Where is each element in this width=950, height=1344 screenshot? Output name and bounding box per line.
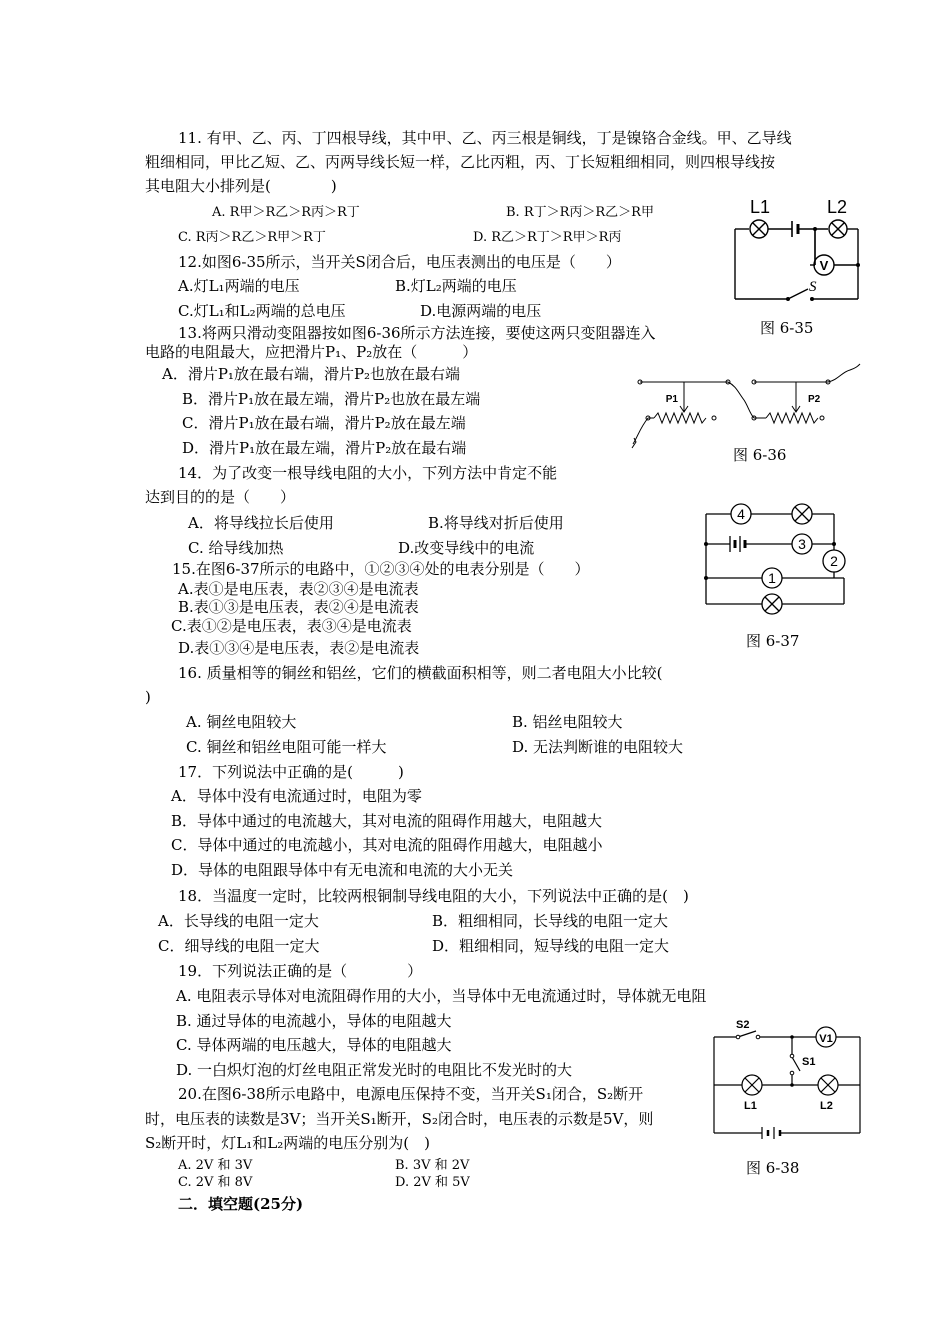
figure-6-37 xyxy=(700,500,855,620)
q19-option-d: D. 一白炽灯泡的灯丝电阻正常发光时的电阻比不发光时的大 xyxy=(176,1061,573,1079)
f37-meter2-label: 2 xyxy=(830,553,838,569)
figure-6-38 xyxy=(708,1015,868,1145)
figure-6-36 xyxy=(628,362,868,452)
f36-slider1-label: P1 xyxy=(665,394,678,405)
q11-option-a: A. R甲＞R乙＞R丙＞R丁 xyxy=(212,205,360,220)
q15-option-c: C.表①②是电压表，表③④是电流表 xyxy=(171,617,412,635)
q11-line1: 11. 有甲、乙、丙、丁四根导线，其中甲、乙、丙三根是铜线，丁是镍铬合金线。甲、乙导线 xyxy=(178,129,792,147)
q11-line2: 粗细相同，甲比乙短、乙、丙两导线长短一样，乙比丙粗，丙、丁长短粗细相同，则四根导线按 xyxy=(145,153,776,171)
f37-meter4-label: 4 xyxy=(737,506,745,522)
q12-option-d: D.电源两端的电压 xyxy=(420,302,542,320)
f38-lamp2-label: L2 xyxy=(820,1100,833,1112)
q12-option-b: B.灯L₂两端的电压 xyxy=(395,277,517,295)
q20-option-c: C. 2V 和 8V xyxy=(178,1175,253,1190)
q20-option-a: A. 2V 和 3V xyxy=(178,1158,253,1173)
q20-line2: 时，电压表的读数是3V；当开关S₁断开，S₂闭合时，电压表的示数是5V，则 xyxy=(145,1110,654,1128)
f38-switch1-label: S1 xyxy=(802,1056,816,1068)
q14-option-b: B.将导线对折后使用 xyxy=(428,514,564,532)
q18-option-c: C．细导线的电阻一定大 xyxy=(158,937,320,955)
q18-option-d: D．粗细相同，短导线的电阻一定大 xyxy=(432,937,670,955)
q13-line2: 电路的电阻最大，应把滑片P₁、P₂放在（ ） xyxy=(145,343,478,361)
q13-option-c: C．滑片P₁放在最右端，滑片P₂放在最左端 xyxy=(182,414,466,432)
q11-option-b: B. R丁＞R丙＞R乙＞R甲 xyxy=(506,205,654,220)
f38-switch2-label: S2 xyxy=(736,1019,750,1031)
q16-option-d: D. 无法判断谁的电阻较大 xyxy=(512,738,684,756)
q13-option-a: A．滑片P₁放在最右端，滑片P₂也放在最右端 xyxy=(162,365,461,383)
q11-option-c: C. R丙＞R乙＞R甲＞R丁 xyxy=(178,230,326,245)
q15-stem: 15.在图6-37所示的电路中，①②③④处的电表分别是（ ） xyxy=(172,560,590,578)
q14-option-c: C. 给导线加热 xyxy=(188,539,284,557)
q13-option-d: D．滑片P₁放在最左端，滑片P₂放在最右端 xyxy=(182,439,467,457)
q19-stem: 19．下列说法正确的是（ ） xyxy=(178,962,423,980)
q19-option-b: B. 通过导体的电流越小，导体的电阻越大 xyxy=(176,1012,452,1030)
f38-lamp1-label: L1 xyxy=(744,1100,757,1112)
f35-switch-label: S xyxy=(809,279,817,295)
f35-lamp2-label: L2 xyxy=(827,197,848,217)
q11-line3: 其电阻大小排列是( ) xyxy=(145,177,337,195)
figure-6-35-caption: 图 6-35 xyxy=(760,319,814,337)
q16-option-a: A. 铜丝电阻较大 xyxy=(186,713,297,731)
q13-line1: 13.将两只滑动变阻器按如图6-36所示方法连接，要使这两只变阻器连入 xyxy=(178,324,656,342)
q18-option-b: B．粗细相同，长导线的电阻一定大 xyxy=(432,912,669,930)
q14-line1: 14．为了改变一根导线电阻的大小，下列方法中肯定不能 xyxy=(178,464,558,482)
q16-line1: 16. 质量相等的铜丝和铝丝，它们的横截面积相等，则二者电阻大小比较( xyxy=(178,664,663,682)
q13-option-b: B．滑片P₁放在最左端，滑片P₂也放在最左端 xyxy=(182,390,481,408)
q17-option-d: D．导体的电阻跟导体中有无电流和电流的大小无关 xyxy=(171,861,514,879)
figure-6-37-caption: 图 6-37 xyxy=(746,632,800,650)
q19-option-c: C. 导体两端的电压越大，导体的电阻越大 xyxy=(176,1036,452,1054)
q20-option-b: B. 3V 和 2V xyxy=(395,1158,470,1173)
q12-stem: 12.如图6-35所示，当开关S闭合后，电压表测出的电压是（ ） xyxy=(178,253,621,271)
figure-6-36-caption: 图 6-36 xyxy=(733,446,787,464)
q14-option-d: D.改变导线中的电流 xyxy=(398,539,535,557)
q17-option-c: C．导体中通过的电流越小，其对电流的阻碍作用越大，电阻越小 xyxy=(171,836,603,854)
q20-line3: S₂断开时，灯L₁和L₂两端的电压分别为( ) xyxy=(145,1134,430,1152)
q14-line2: 达到目的的是（ ） xyxy=(145,488,296,506)
q15-option-d: D.表①③④是电压表，表②是电流表 xyxy=(178,639,420,657)
q12-option-a: A.灯L₁两端的电压 xyxy=(178,277,300,295)
q20-line1: 20.在图6-38所示电路中，电源电压保持不变，当开关S₁闭合，S₂断开 xyxy=(178,1085,644,1103)
q11-option-d: D. R乙＞R丁＞R甲＞R丙 xyxy=(473,230,622,245)
q15-option-a: A.表①是电压表，表②③④是电流表 xyxy=(178,580,419,598)
q17-option-a: A．导体中没有电流通过时，电阻为零 xyxy=(171,787,422,805)
f35-lamp1-label: L1 xyxy=(750,197,771,217)
q20-option-d: D. 2V 和 5V xyxy=(395,1175,470,1190)
figure-6-35 xyxy=(730,195,870,310)
f35-voltmeter-label: V xyxy=(819,258,829,273)
figure-6-38-caption: 图 6-38 xyxy=(746,1159,800,1177)
section-2-heading: 二．填空题(25分) xyxy=(178,1195,304,1213)
q14-option-a: A．将导线拉长后使用 xyxy=(188,514,334,532)
q15-option-b: B.表①③是电压表，表②④是电流表 xyxy=(178,598,419,616)
q17-option-b: B．导体中通过的电流越大，其对电流的阻碍作用越大，电阻越大 xyxy=(171,812,603,830)
f36-slider2-label: P2 xyxy=(808,394,821,405)
q16-option-b: B. 铝丝电阻较大 xyxy=(512,713,623,731)
q19-option-a: A. 电阻表示导体对电流阻碍作用的大小，当导体中无电流通过时，导体就无电阻 xyxy=(176,987,707,1005)
q16-option-c: C. 铜丝和铝丝电阻可能一样大 xyxy=(186,738,387,756)
f37-meter1-label: 1 xyxy=(768,570,776,586)
f37-meter3-label: 3 xyxy=(798,536,806,552)
q16-line2: ) xyxy=(145,688,151,706)
q18-stem: 18．当温度一定时，比较两根铜制导线电阻的大小，下列说法中正确的是( ) xyxy=(178,887,689,905)
q17-stem: 17．下列说法中正确的是( ) xyxy=(178,763,404,781)
f38-voltmeter-label: V1 xyxy=(819,1033,833,1045)
q12-option-c: C.灯L₁和L₂两端的总电压 xyxy=(178,302,346,320)
q18-option-a: A．长导线的电阻一定大 xyxy=(158,912,319,930)
